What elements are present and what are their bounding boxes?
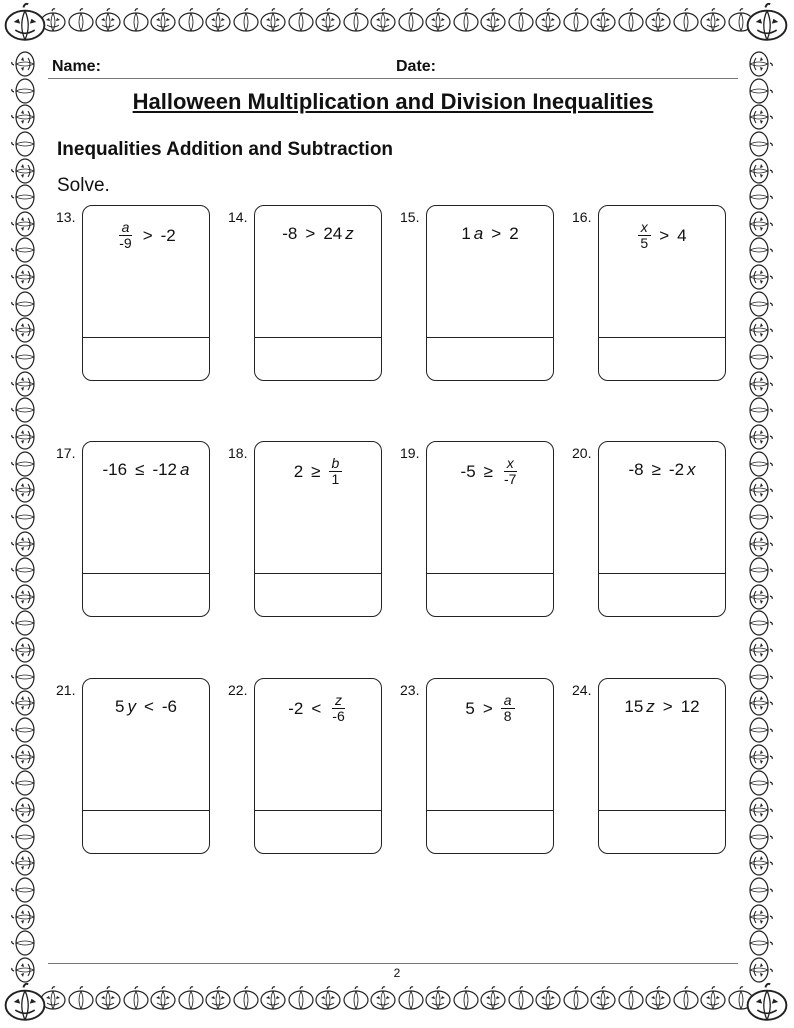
problem-number: 14. xyxy=(228,209,248,225)
variable: y xyxy=(127,697,136,716)
corner-pumpkin-icon xyxy=(746,982,788,1024)
pumpkin-icon xyxy=(11,477,35,503)
inequality-expression xyxy=(427,456,553,488)
problem-box xyxy=(598,205,726,381)
pumpkin-icon xyxy=(749,504,773,530)
pumpkin-icon xyxy=(370,986,396,1010)
pumpkin-icon xyxy=(11,51,35,77)
pumpkin-icon xyxy=(618,8,644,32)
problem-number: 16. xyxy=(572,209,592,225)
pumpkin-icon xyxy=(749,317,773,343)
fraction-denominator: -7 xyxy=(504,471,517,488)
section-title: Inequalities Addition and Subtraction xyxy=(57,139,394,160)
pumpkin-icon xyxy=(749,824,773,850)
term: -2 xyxy=(160,225,176,245)
pumpkin-icon xyxy=(749,211,773,237)
pumpkin-icon xyxy=(425,986,451,1010)
problem-number: 23. xyxy=(400,682,420,698)
fraction-numerator: x xyxy=(504,456,517,472)
pumpkin-icon xyxy=(11,637,35,663)
fraction-numerator: z xyxy=(332,693,345,709)
pumpkin-border-left xyxy=(10,52,46,982)
pumpkin-icon xyxy=(535,8,561,32)
pumpkin-icon xyxy=(11,184,35,210)
inequality-expression xyxy=(255,224,381,244)
pumpkin-icon xyxy=(645,8,671,32)
problem-box xyxy=(82,441,210,617)
pumpkin-icon xyxy=(11,291,35,317)
problem-number: 20. xyxy=(572,445,592,461)
pumpkin-icon xyxy=(749,797,773,823)
term: 5 xyxy=(114,697,125,716)
term: 2 xyxy=(293,461,304,481)
fraction-denominator: 1 xyxy=(331,471,340,488)
variable: a xyxy=(473,224,484,243)
pumpkin-icon xyxy=(508,986,534,1010)
corner-pumpkin-icon xyxy=(4,982,46,1024)
fraction-numerator: x xyxy=(638,220,651,236)
problem-box xyxy=(254,441,382,617)
fraction-denominator: -9 xyxy=(119,235,132,252)
fraction-denominator: 8 xyxy=(503,708,512,725)
pumpkin-icon xyxy=(749,371,773,397)
pumpkin-icon xyxy=(749,451,773,477)
inequality-expression xyxy=(255,693,381,725)
answer-area[interactable] xyxy=(255,338,381,380)
fraction-numerator: b xyxy=(329,456,343,472)
answer-area[interactable] xyxy=(599,574,725,616)
pumpkin-icon xyxy=(618,986,644,1010)
pumpkin-icon xyxy=(749,664,773,690)
pumpkin-icon xyxy=(288,986,314,1010)
pumpkin-icon xyxy=(11,344,35,370)
pumpkin-icon xyxy=(95,986,121,1010)
pumpkin-icon xyxy=(673,986,699,1010)
pumpkin-border-top xyxy=(40,8,754,40)
inequality-symbol: ≥ xyxy=(311,461,321,481)
pumpkin-icon xyxy=(11,850,35,876)
pumpkin-icon xyxy=(11,104,35,130)
pumpkin-icon xyxy=(11,371,35,397)
problem-number: 22. xyxy=(228,682,248,698)
pumpkin-icon xyxy=(749,424,773,450)
pumpkin-icon xyxy=(453,8,479,32)
term: -16 xyxy=(102,460,128,479)
pumpkin-icon xyxy=(150,986,176,1010)
instruction-text: Solve. xyxy=(57,175,110,196)
pumpkin-icon xyxy=(749,770,773,796)
pumpkin-icon xyxy=(11,610,35,636)
answer-area[interactable] xyxy=(427,338,553,380)
pumpkin-icon xyxy=(11,78,35,104)
answer-area[interactable] xyxy=(427,811,553,853)
pumpkin-icon xyxy=(749,184,773,210)
pumpkin-icon xyxy=(178,8,204,32)
pumpkin-icon xyxy=(315,986,341,1010)
pumpkin-icon xyxy=(749,930,773,956)
term: 15 xyxy=(624,697,644,716)
pumpkin-icon xyxy=(700,8,726,32)
fraction-denominator: 5 xyxy=(640,235,649,252)
pumpkin-icon xyxy=(749,690,773,716)
pumpkin-icon xyxy=(749,158,773,184)
pumpkin-icon xyxy=(315,8,341,32)
inequality-symbol: ≤ xyxy=(135,460,145,479)
pumpkin-icon xyxy=(749,78,773,104)
answer-area[interactable] xyxy=(427,574,553,616)
problem-box xyxy=(254,205,382,381)
pumpkin-icon xyxy=(343,986,369,1010)
pumpkin-icon xyxy=(508,8,534,32)
pumpkin-icon xyxy=(123,8,149,32)
pumpkin-icon xyxy=(645,986,671,1010)
pumpkin-icon xyxy=(150,8,176,32)
pumpkin-icon xyxy=(205,986,231,1010)
variable: x xyxy=(687,460,696,479)
problem-number: 15. xyxy=(400,209,420,225)
pumpkin-icon xyxy=(11,264,35,290)
pumpkin-icon xyxy=(95,8,121,32)
inequality-symbol: ≥ xyxy=(483,461,493,481)
pumpkin-icon xyxy=(398,986,424,1010)
variable: z xyxy=(646,697,655,716)
fraction xyxy=(329,693,347,725)
pumpkin-icon xyxy=(11,158,35,184)
pumpkin-icon xyxy=(11,664,35,690)
inequality-expression xyxy=(599,460,725,480)
problem-number: 17. xyxy=(56,445,76,461)
pumpkin-icon xyxy=(700,986,726,1010)
pumpkin-icon xyxy=(749,344,773,370)
problem-box xyxy=(598,678,726,854)
inequality-symbol: < xyxy=(143,697,154,716)
pumpkin-icon xyxy=(749,104,773,130)
pumpkin-icon xyxy=(11,397,35,423)
inequality-symbol: > xyxy=(662,697,673,716)
pumpkin-icon xyxy=(233,986,259,1010)
pumpkin-icon xyxy=(749,717,773,743)
term: 12 xyxy=(680,697,700,716)
pumpkin-icon xyxy=(480,986,506,1010)
pumpkin-icon xyxy=(11,877,35,903)
pumpkin-icon xyxy=(11,824,35,850)
pumpkin-icon xyxy=(749,744,773,770)
pumpkin-icon xyxy=(590,8,616,32)
problem-box xyxy=(426,205,554,381)
term: 1 xyxy=(461,224,471,243)
pumpkin-icon xyxy=(749,877,773,903)
problem-box xyxy=(82,205,210,381)
term: -2 xyxy=(288,698,304,718)
fraction-denominator: -6 xyxy=(332,708,345,725)
pumpkin-icon xyxy=(398,8,424,32)
pumpkin-icon xyxy=(563,986,589,1010)
pumpkin-icon xyxy=(11,211,35,237)
pumpkin-icon xyxy=(425,8,451,32)
header-rule xyxy=(48,78,738,79)
pumpkin-icon xyxy=(749,850,773,876)
pumpkin-icon xyxy=(535,986,561,1010)
answer-area[interactable] xyxy=(83,338,209,380)
pumpkin-icon xyxy=(11,584,35,610)
pumpkin-icon xyxy=(288,8,314,32)
variable: a xyxy=(180,460,190,479)
answer-area[interactable] xyxy=(255,574,381,616)
term: -6 xyxy=(161,697,178,716)
worksheet-title: Halloween Multiplication and Division Inequalities xyxy=(132,89,654,114)
pumpkin-icon xyxy=(260,986,286,1010)
answer-area[interactable] xyxy=(83,811,209,853)
pumpkin-icon xyxy=(11,131,35,157)
term: 2 xyxy=(509,224,519,243)
pumpkin-icon xyxy=(123,986,149,1010)
problem-number: 21. xyxy=(56,682,76,698)
pumpkin-icon xyxy=(749,637,773,663)
footer-rule xyxy=(48,963,738,964)
problem-number: 19. xyxy=(400,445,420,461)
pumpkin-icon xyxy=(68,8,94,32)
inequality-expression xyxy=(427,224,553,244)
fraction xyxy=(637,220,651,252)
pumpkin-icon xyxy=(11,744,35,770)
pumpkin-icon xyxy=(749,51,773,77)
fraction xyxy=(116,220,134,252)
inequality-expression xyxy=(83,697,209,717)
pumpkin-icon xyxy=(673,8,699,32)
pumpkin-icon xyxy=(11,904,35,930)
fraction xyxy=(501,693,515,725)
inequality-symbol: ≥ xyxy=(651,460,661,479)
pumpkin-icon xyxy=(749,397,773,423)
inequality-symbol: > xyxy=(491,224,502,243)
inequality-symbol: < xyxy=(311,698,322,718)
inequality-expression xyxy=(83,460,209,480)
pumpkin-icon xyxy=(233,8,259,32)
page-number: 2 xyxy=(393,966,401,980)
fraction-numerator: a xyxy=(501,693,515,709)
inequality-symbol: > xyxy=(305,224,316,243)
pumpkin-border-bottom xyxy=(40,986,754,1018)
corner-pumpkin-icon xyxy=(4,2,46,44)
pumpkin-icon xyxy=(11,424,35,450)
pumpkin-icon xyxy=(11,317,35,343)
pumpkin-icon xyxy=(749,531,773,557)
pumpkin-icon xyxy=(11,557,35,583)
pumpkin-icon xyxy=(178,986,204,1010)
pumpkin-icon xyxy=(590,986,616,1010)
pumpkin-icon xyxy=(749,904,773,930)
pumpkin-icon xyxy=(11,930,35,956)
fraction xyxy=(501,456,519,488)
pumpkin-icon xyxy=(343,8,369,32)
answer-area[interactable] xyxy=(599,338,725,380)
term: -12 xyxy=(152,460,178,479)
pumpkin-icon xyxy=(11,504,35,530)
problem-box xyxy=(426,441,554,617)
pumpkin-icon xyxy=(11,451,35,477)
pumpkin-icon xyxy=(749,237,773,263)
answer-area[interactable] xyxy=(83,574,209,616)
pumpkin-icon xyxy=(749,584,773,610)
inequality-expression xyxy=(599,220,725,252)
term: -5 xyxy=(460,461,476,481)
inequality-expression xyxy=(83,220,209,252)
pumpkin-icon xyxy=(11,237,35,263)
pumpkin-icon xyxy=(11,717,35,743)
pumpkin-icon xyxy=(11,770,35,796)
term: 4 xyxy=(677,225,687,245)
pumpkin-icon xyxy=(749,264,773,290)
pumpkin-icon xyxy=(11,690,35,716)
pumpkin-icon xyxy=(563,8,589,32)
corner-pumpkin-icon xyxy=(746,2,788,44)
problem-number: 13. xyxy=(56,209,76,225)
pumpkin-border-right xyxy=(748,52,784,982)
fraction xyxy=(329,456,343,488)
inequality-symbol: > xyxy=(482,698,493,718)
answer-area[interactable] xyxy=(599,811,725,853)
inequality-expression xyxy=(599,697,725,717)
term: 24 xyxy=(323,224,343,243)
term: -2 xyxy=(668,460,685,479)
pumpkin-icon xyxy=(68,986,94,1010)
problem-box xyxy=(598,441,726,617)
inequality-expression xyxy=(255,456,381,488)
answer-area[interactable] xyxy=(255,811,381,853)
variable: z xyxy=(345,224,354,243)
term: -8 xyxy=(628,460,644,479)
inequality-symbol: > xyxy=(142,225,153,245)
pumpkin-icon xyxy=(205,8,231,32)
name-label: Name: xyxy=(52,58,101,75)
term: -8 xyxy=(282,224,298,243)
pumpkin-icon xyxy=(749,610,773,636)
pumpkin-icon xyxy=(749,131,773,157)
pumpkin-icon xyxy=(749,477,773,503)
inequality-symbol: > xyxy=(659,225,670,245)
pumpkin-icon xyxy=(11,531,35,557)
inequality-expression xyxy=(427,693,553,725)
pumpkin-icon xyxy=(749,557,773,583)
problem-box xyxy=(254,678,382,854)
term: 5 xyxy=(465,698,475,718)
pumpkin-icon xyxy=(480,8,506,32)
problem-box xyxy=(426,678,554,854)
problem-box xyxy=(82,678,210,854)
problem-number: 24. xyxy=(572,682,592,698)
pumpkin-icon xyxy=(749,291,773,317)
problem-number: 18. xyxy=(228,445,248,461)
pumpkin-icon xyxy=(11,797,35,823)
fraction-numerator: a xyxy=(119,220,133,236)
pumpkin-icon xyxy=(260,8,286,32)
pumpkin-icon xyxy=(453,986,479,1010)
pumpkin-icon xyxy=(370,8,396,32)
date-label: Date: xyxy=(396,58,437,75)
